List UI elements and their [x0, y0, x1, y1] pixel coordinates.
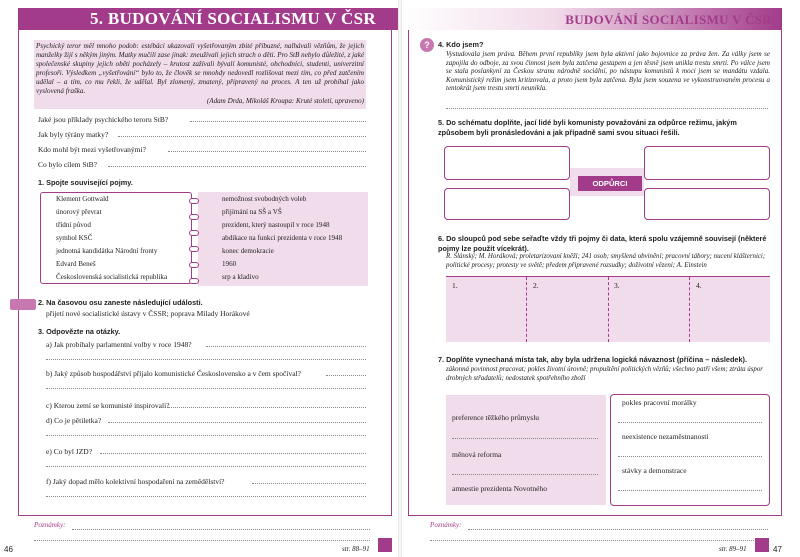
binder-ring — [189, 278, 199, 284]
task5-heading: 5. Do schématu doplňte, jací lidé byli komunisty považováni za odpůrce režimu, jakým způsobem byli pronásledováni a jak případně sami svou situaci řešili. — [438, 118, 737, 137]
intro-paragraph: Psychický teror měl mnoho podob: estébáci ukazovali vyšetřovaným zbité příbuzné, nalhávali vězňům, že jejich manželky žijí s někým jiným. Matky mučili zase jinak: zneužívali jejich strach o děti. Pro StB nebylo důležité, z jaké společenské skupiny jejich oběti pocházely – krutost zažívali bývalí komunisté, obchodníci, studenti, univerzitní profesoři. Výsledkem „vyšetřování“ bylo to, že člověk se mnohdy nedovedl rozlišovat mezi tím, co před zatčením udělal – a tím, co mu řekli, že udělal. Byl zlomený, zmatený, připravený na proces. A ten už probíhal jako vyslovená fraška. — [36, 42, 364, 96]
corner-mark — [755, 538, 769, 552]
column-number: 3. — [614, 281, 620, 290]
notes-line[interactable] — [468, 529, 768, 530]
question-mark-icon: ? — [420, 38, 434, 52]
question-a: a) Jak probíhaly parlamentní volby v roce 1948? — [46, 340, 192, 349]
cause-item: preference těžkého průmyslu — [452, 413, 540, 422]
effect-item: stávky a demonstrace — [622, 466, 687, 475]
question-c: c) Kterou zemí se komunisté inspirovali? — [46, 401, 170, 410]
left-header-bar — [18, 8, 398, 30]
answer-line[interactable] — [452, 474, 598, 475]
matching-left-item[interactable]: třídní původ — [56, 221, 91, 229]
answer-line[interactable] — [118, 136, 366, 137]
column-number: 4. — [696, 281, 702, 290]
notes-line[interactable] — [34, 540, 370, 541]
left-page — [0, 0, 398, 557]
intro-question-4: Co bylo cílem StB? — [38, 160, 97, 169]
question-d: d) Co je pětiletka? — [46, 416, 102, 425]
answer-line[interactable] — [618, 490, 762, 491]
matching-left-item[interactable]: Československá socialistická republika — [56, 273, 168, 281]
page-number: 47 — [773, 545, 782, 554]
answer-line[interactable] — [46, 496, 366, 497]
intro-question-3: Kdo mohl být mezi vyšetřovanými? — [38, 145, 146, 154]
answer-line[interactable] — [46, 435, 366, 436]
opponents-badge: ODPŮRCI — [578, 176, 642, 191]
matching-left-item[interactable]: Klement Gottwald — [56, 195, 109, 203]
notes-line[interactable] — [72, 529, 370, 530]
textbook-ref: str. 89–91 — [719, 545, 747, 553]
task7-terms: zákonná povinnost pracovat; pokles životní úrovně; propuštění politických vězňů; všechno patří všem; ztráta úspor drobných střadatelů; nedostatek spotřebního zboží — [446, 366, 763, 382]
answer-line[interactable] — [326, 375, 366, 376]
cause-item: amnestie prezidenta Novotného — [452, 484, 547, 493]
question-e: e) Co byl JZD? — [46, 447, 93, 456]
question-b: b) Jaký způsob hospodářství přijalo komunistické Československo a v čem spočíval? — [46, 369, 301, 378]
matching-right-item[interactable]: přijímání na SŠ a VŠ — [222, 208, 282, 216]
answer-line[interactable] — [252, 483, 366, 484]
timeline-icon — [10, 299, 36, 310]
columns-area — [446, 276, 770, 342]
answer-line[interactable] — [168, 151, 366, 152]
task2-heading: 2. Na časovou osu zaneste následující události. — [38, 298, 203, 307]
matching-right-item[interactable]: abdikace na funkci prezidenta v roce 1948 — [222, 234, 343, 242]
binder-ring — [189, 198, 199, 204]
matching-right-item[interactable]: nemožnost svobodných voleb — [222, 195, 307, 203]
binder-ring — [189, 262, 199, 268]
task6-heading: 6. Do sloupců pod sebe seřaďte vždy tři pojmy či data, která spolu vzájemně souvisejí (některé pojmy lze použít vícekrát). — [438, 234, 767, 253]
column-divider — [689, 277, 690, 342]
task1-heading: 1. Spojte související pojmy. — [38, 178, 133, 187]
column-divider — [526, 277, 527, 342]
answer-line[interactable] — [452, 438, 598, 439]
answer-line[interactable] — [168, 407, 366, 408]
cause-item: měnová reforma — [452, 450, 502, 459]
binder-ring — [189, 246, 199, 252]
answer-line[interactable] — [100, 453, 366, 454]
task2-text: přijetí nové socialistické ústavy v ČSSR; poprava Milady Horákové — [46, 309, 250, 318]
intro-source: (Adam Drda, Mikoláš Kroupa: Kruté století, upraveno) — [206, 96, 364, 105]
column-divider — [608, 277, 609, 342]
scheme-box[interactable] — [644, 188, 770, 220]
matching-left-item[interactable]: jednotná kandidátka Národní fronty — [56, 247, 158, 255]
intro-text — [34, 40, 366, 109]
answer-line[interactable] — [108, 166, 366, 167]
scheme-box[interactable] — [444, 146, 570, 180]
effect-item: pokles pracovní morálky — [622, 398, 697, 407]
notes-line[interactable] — [430, 540, 768, 541]
column-number: 1. — [452, 281, 458, 290]
answer-line[interactable] — [46, 359, 366, 360]
answer-line[interactable] — [618, 456, 762, 457]
intro-question-1: Jaké jsou příklady psychického teroru StB? — [38, 115, 169, 124]
column-number: 2. — [533, 281, 539, 290]
task4-text: Vystudovala jsem práva. Během první republiky jsem byla aktivní jako bojovnice za práva žen. Za války jsem se zapojila do odboje, za svou činnost jsem byla zatčena gestapem a jen těsně jsem unikla trestu smrti. Po válce jsem se stala poslankyní za Českou stranu národně sociální, po nástupu komunistů k moci jsem se mandátu vzdala. Komunistický režim jsem kritizovala, a proto jsem byla zatčena. Byla jsem souzena ve vykonstruovaném procesu a tentokrát jsem trestu smrti neunikla. — [446, 50, 770, 93]
answer-line[interactable] — [618, 422, 762, 423]
matching-right-item[interactable]: konec demokracie — [222, 247, 274, 255]
scheme-box[interactable] — [644, 146, 770, 180]
matching-right-item[interactable]: prezident, který nastoupil v roce 1948 — [222, 221, 330, 229]
intro-question-2: Jak byly týrány matky? — [38, 130, 109, 139]
notes-label: Poznámky: — [430, 521, 462, 529]
task6-terms: R. Slánský; M. Horáková; proletarizovaní kněží; 241 osob; smyšlená obvinění; pracovní tábory; nucení klášternici; politické procesy; protesty ve světě; předem připravené rozsudky; doživotní vězení; A. Einstein — [446, 253, 766, 269]
answer-line[interactable] — [190, 121, 366, 122]
matching-right-item[interactable]: srp a kladivo — [222, 273, 259, 281]
answer-line[interactable] — [446, 108, 768, 109]
scheme-box[interactable] — [444, 188, 570, 220]
notes-label: Poznámky: — [34, 521, 66, 529]
running-header: BUDOVÁNÍ SOCIALISMU V ČSR — [565, 12, 772, 27]
page-number: 46 — [4, 545, 13, 554]
binder-ring — [189, 214, 199, 220]
answer-line[interactable] — [46, 466, 366, 467]
matching-left-item[interactable]: symbol KSČ — [56, 234, 93, 242]
corner-mark — [378, 538, 392, 552]
binder-ring — [189, 230, 199, 236]
matching-left-item[interactable]: únorový převrat — [56, 208, 102, 216]
effect-item: neexistence nezaměstnanosti — [622, 432, 709, 441]
textbook-ref: str. 88–91 — [342, 545, 370, 553]
page-title: 5. BUDOVÁNÍ SOCIALISMU V ČSR — [90, 9, 376, 28]
question-f: f) Jaký dopad mělo kolektivní hospodaření na zemědělství? — [46, 477, 225, 486]
answer-line[interactable] — [108, 422, 366, 423]
task7-heading: 7. Doplňte vynechaná místa tak, aby byla udržena logická návaznost (příčina – následek). — [438, 355, 748, 364]
answer-line[interactable] — [206, 346, 366, 347]
matching-left-item[interactable]: Edvard Beneš — [56, 260, 96, 268]
matching-right-item[interactable]: 1960 — [222, 260, 237, 268]
task4-heading: 4. Kdo jsem? — [438, 40, 484, 49]
task3-heading: 3. Odpovězte na otázky. — [38, 327, 121, 336]
answer-line[interactable] — [46, 388, 366, 389]
